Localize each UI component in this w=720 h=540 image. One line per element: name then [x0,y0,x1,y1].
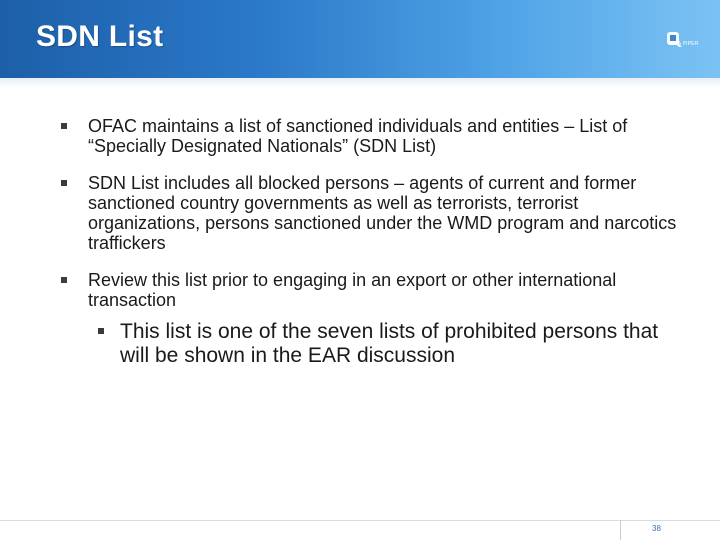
sub-bullet-text: This list is one of the seven lists of prohibited persons that will be shown in the EAR discussion [120,320,659,367]
square-bullet-icon [61,123,67,129]
square-bullet-icon [61,277,67,283]
square-bullet-icon [61,180,67,186]
square-bullet-icon [98,328,104,334]
bullet-text: SDN List includes all blocked persons – agents of current and former sanctioned country governments as well as terrorists, terrorist organizations, persons sanctioned under the WMD program and narcotics traffickers [88,173,677,253]
bullet-item-sdn-includes [60,173,680,253]
title-bar-shadow [0,78,720,88]
slide-title: SDN List [36,20,164,53]
bullet-text: Review this list prior to engaging in an export or other international transaction [88,270,617,310]
page-number: 38 [652,524,661,533]
bullet-item-ofac-list [60,116,680,156]
bullet-list [60,116,680,385]
logo-text: DLA PIPER [671,41,699,47]
bullet-text: OFAC maintains a list of sanctioned individuals and entities – List of “Specially Designated Nationals” (SDN List) [88,116,628,156]
bullet-item-review-list [60,270,680,368]
footer-divider [620,520,621,540]
footer-rule [0,520,720,521]
sub-bullet-item-seven-lists [94,320,680,368]
